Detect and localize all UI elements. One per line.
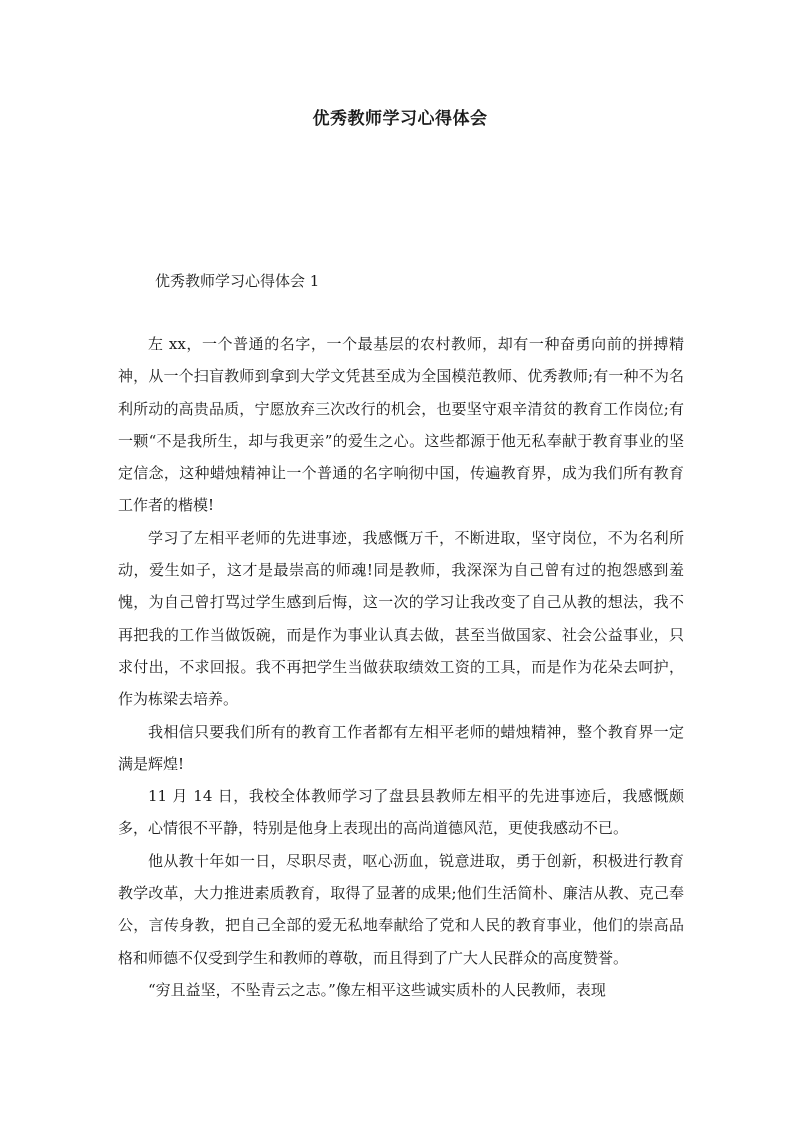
document-body: [118, 328, 684, 1006]
paragraph-4: 11 月 14 日，我校全体教师学习了盘县县教师左相平的先进事迹后，我感慨颇多，心情很不平静，特别是他身上表现出的高尚道德风范，更使我感动不已。: [118, 787, 684, 838]
paragraph-5: 他从教十年如一日，尽职尽责，呕心沥血，锐意进取，勇于创新，积极进行教育教学改革，大力推进素质教育，取得了显著的成果;他们生活简朴、廉洁从教、克己奉公，言传身教，把自己全部的爱无私地奉献给了党和人民的教育事业，他们的崇高品格和师德不仅受到学生和教师的尊敬，而且得到了广大人民群众的高度赞誉。: [118, 851, 684, 967]
paragraph-3: 我相信只要我们所有的教育工作者都有左相平老师的蜡烛精神，整个教育界一定满是辉煌!: [118, 722, 684, 773]
section-heading: 优秀教师学习心得体会 1: [155, 272, 320, 290]
paragraph-1: 左 xx，一个普通的名字，一个最基层的农村教师，却有一种奋勇向前的拼搏精神，从一个扫盲教师到拿到大学文凭甚至成为全国模范教师、优秀教师;有一种不为名利所动的高贵品质，宁愿放弃三次改行的机会，也要坚守艰辛清贫的教育工作岗位;有一颗“不是我所生，却与我更亲”的爱生之心。这些都源于他无私奉献于教育事业的坚定信念，这种蜡烛精神让一个普通的名字响彻中国，传遍教育界，成为我们所有教育工作者的楷模!: [118, 335, 684, 515]
document-title: 优秀教师学习心得体会: [312, 109, 488, 129]
paragraph-6: “穷且益坚，不坠青云之志。”像左相平这些诚实质朴的人民教师，表现: [148, 980, 606, 999]
paragraph-2: 学习了左相平老师的先进事迹，我感慨万千，不断进取，坚守岗位，不为名利所动，爱生如子，这才是最崇高的师魂!同是教师，我深深为自己曾有过的抱怨感到羞愧，为自己曾打骂过学生感到后悔，这一次的学习让我改变了自己从教的想法，我不再把我的工作当做饭碗，而是作为事业认真去做，甚至当做国家、社会公益事业，只求付出，不求回报。我不再把学生当做获取绩效工资的工具，而是作为花朵去呵护，作为栋梁去培养。: [118, 528, 684, 709]
